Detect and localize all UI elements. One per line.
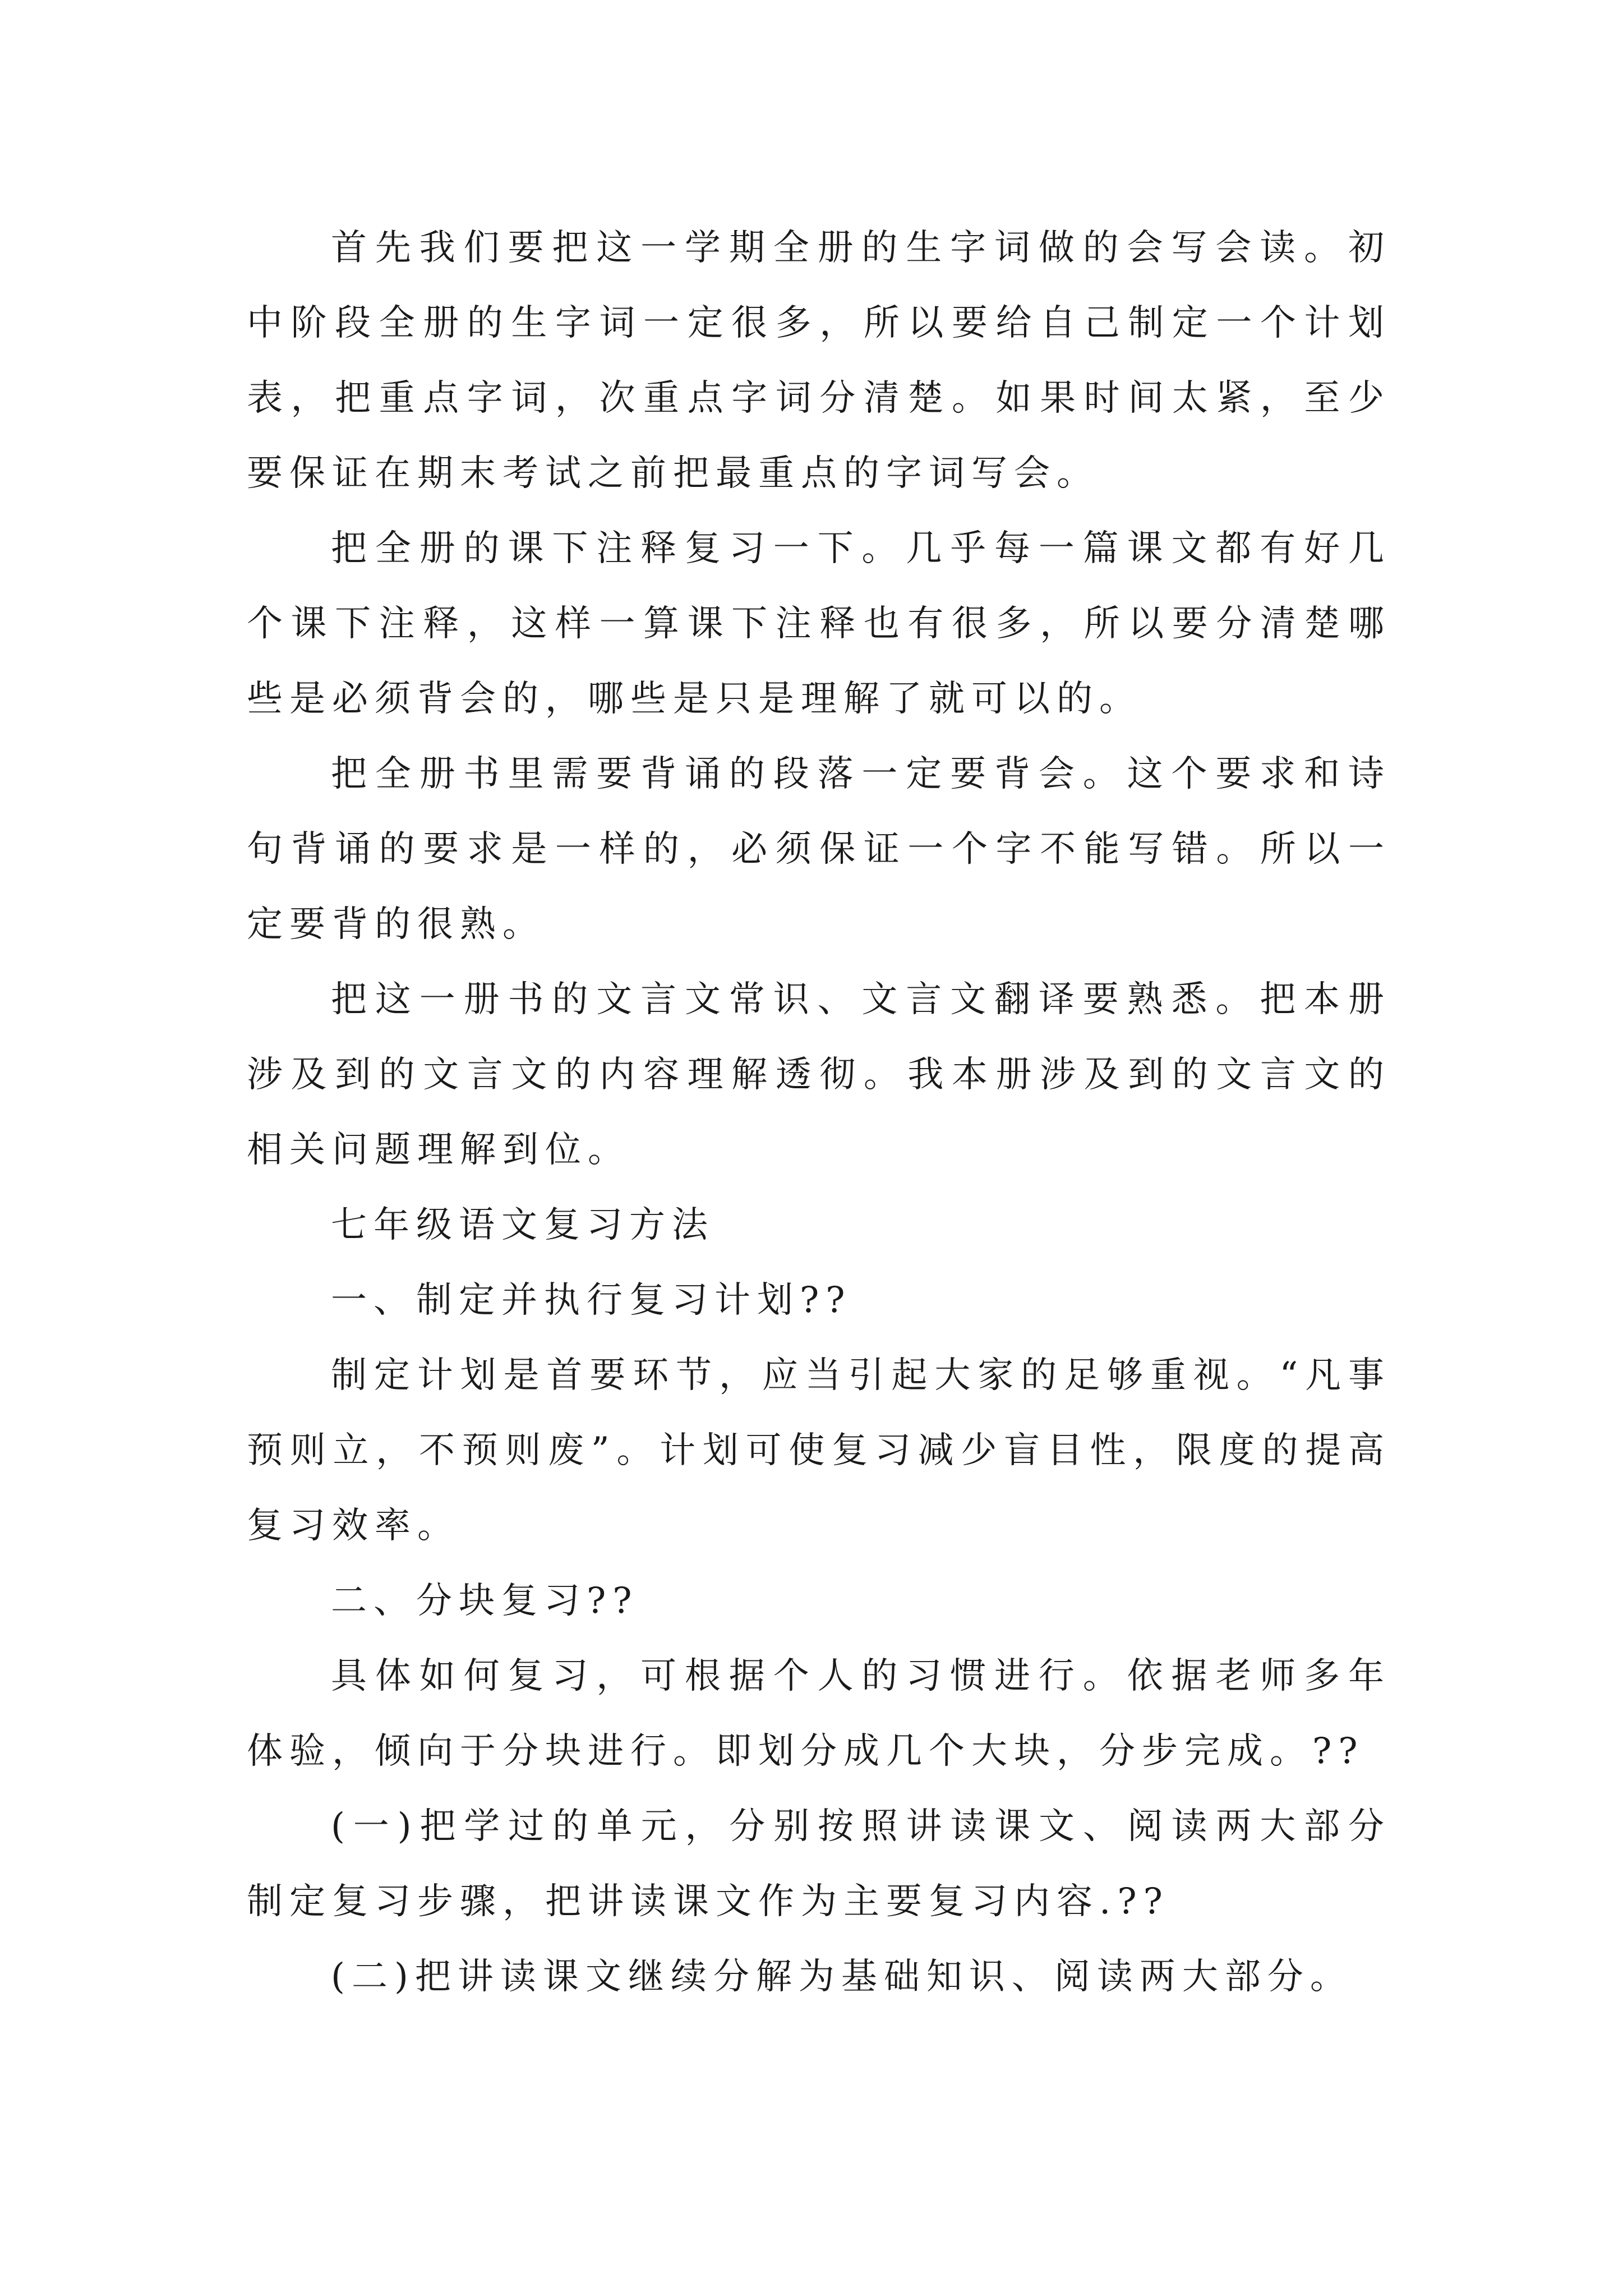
paragraph-vocabulary: 首先我们要把这一学期全册的生字词做的会写会读。初中阶段全册的生字词一定很多，所以要给自己制定一个计划表，把重点字词，次重点字词分清楚。如果时间太紧，至少要保证在期末考试之前把最重点的字词写会。	[247, 227, 1391, 494]
paragraph-classical-chinese: 把这一册书的文言文常识、文言文翻译要熟悉。把本册涉及到的文言文的内容理解透彻。我本册涉及到的文言文的相关问题理解到位。	[247, 979, 1391, 1171]
heading-plan: 一、制定并执行复习计划??	[331, 1280, 852, 1321]
paragraph-block-review: 具体如何复习，可根据个人的习惯进行。依据老师多年体验，倾向于分块进行。即划分成几个大块，分步完成。??	[247, 1655, 1391, 1772]
document-body	[247, 210, 1391, 2014]
list-item-1: (一)把学过的单元，分别按照讲读课文、阅读两大部分制定复习步骤，把讲读课文作为主要复习内容.??	[247, 1806, 1391, 1922]
paragraph-recitation: 把全册书里需要背诵的段落一定要背会。这个要求和诗句背诵的要求是一样的，必须保证一个字不能写错。所以一定要背的很熟。	[247, 753, 1391, 945]
paragraph-plan: 制定计划是首要环节，应当引起大家的足够重视。“凡事预则立，不预则废”。计划可使复习减少盲目性，限度的提高复习效率。	[247, 1355, 1391, 1547]
list-item-2: (二)把讲读课文继续分解为基础知识、阅读两大部分。	[331, 1956, 1353, 1998]
paragraph-annotations: 把全册的课下注释复习一下。几乎每一篇课文都有好几个课下注释，这样一算课下注释也有很多，所以要分清楚哪些是必须背会的，哪些是只是理解了就可以的。	[247, 528, 1391, 720]
heading-block-review: 二、分块复习??	[331, 1580, 639, 1622]
section-title: 七年级语文复习方法	[331, 1204, 714, 1246]
